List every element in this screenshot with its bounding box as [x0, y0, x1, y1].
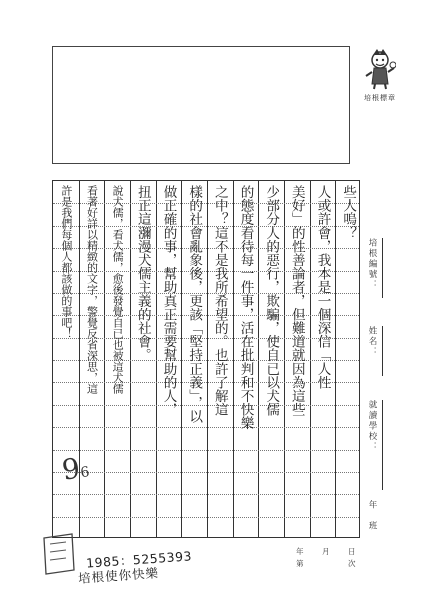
- essay-column: 少部分人的惡行，欺騙，使自已以犬儒: [263, 185, 280, 417]
- slogan: 培根使你快樂: [77, 565, 160, 586]
- date-year: 年: [296, 547, 304, 556]
- school-label: 就讀學校：: [367, 400, 377, 453]
- essay-column: 人或許會，我本是一個深信「人性: [314, 185, 331, 389]
- essay-column: 看著好詳以精緻的文字，警覺反省深思，這: [85, 185, 99, 394]
- date-month: 月: [322, 547, 330, 556]
- bacon-stamp: [358, 46, 402, 110]
- grade-score: 9: [59, 451, 83, 487]
- grade-note: 6: [79, 464, 91, 482]
- essay-column: 做正確的事，幫助真正需要幫助的人，: [160, 185, 177, 417]
- date-day: 日: [348, 547, 356, 556]
- seal-icon: [38, 530, 78, 576]
- essay-column: 說犬儒，看犬儒，愈後發覺自已也被這犬儒: [111, 185, 125, 394]
- session-label: 第: [296, 559, 304, 568]
- phone-number: 1985：5255393: [85, 548, 193, 571]
- teacher-comment-box: [52, 46, 350, 164]
- grade-class-label: 年 班: [367, 500, 377, 532]
- name-line: [382, 326, 383, 376]
- essay-column: 樣的社會亂象後，更該「堅持正義」，以: [186, 185, 203, 423]
- essay-column: 之中？這不是我所希望的。也許了解這: [211, 185, 228, 417]
- essay-column: 些人嗚？: [340, 185, 357, 240]
- writing-grid: [52, 180, 360, 538]
- essay-column: 許是我們每個人都該做的事吧！: [59, 185, 73, 339]
- id-label: 培根編號：: [367, 238, 377, 291]
- school-line: [382, 400, 383, 490]
- essay-column: 的態度看待每一件事，活在批判和不快樂: [237, 185, 254, 430]
- name-label: 姓名：: [367, 326, 377, 358]
- essay-column: 扭正這瀰漫犬儒主義的社會。: [134, 185, 151, 362]
- stamp-label: 培根標章: [364, 94, 396, 102]
- times-label: 次: [348, 559, 356, 568]
- essay-column: 美好」的性善論者，但難道就因為這些: [288, 185, 305, 417]
- grade-mark: [60, 450, 91, 486]
- mascot-icon: [364, 46, 396, 90]
- id-line: [382, 238, 383, 298]
